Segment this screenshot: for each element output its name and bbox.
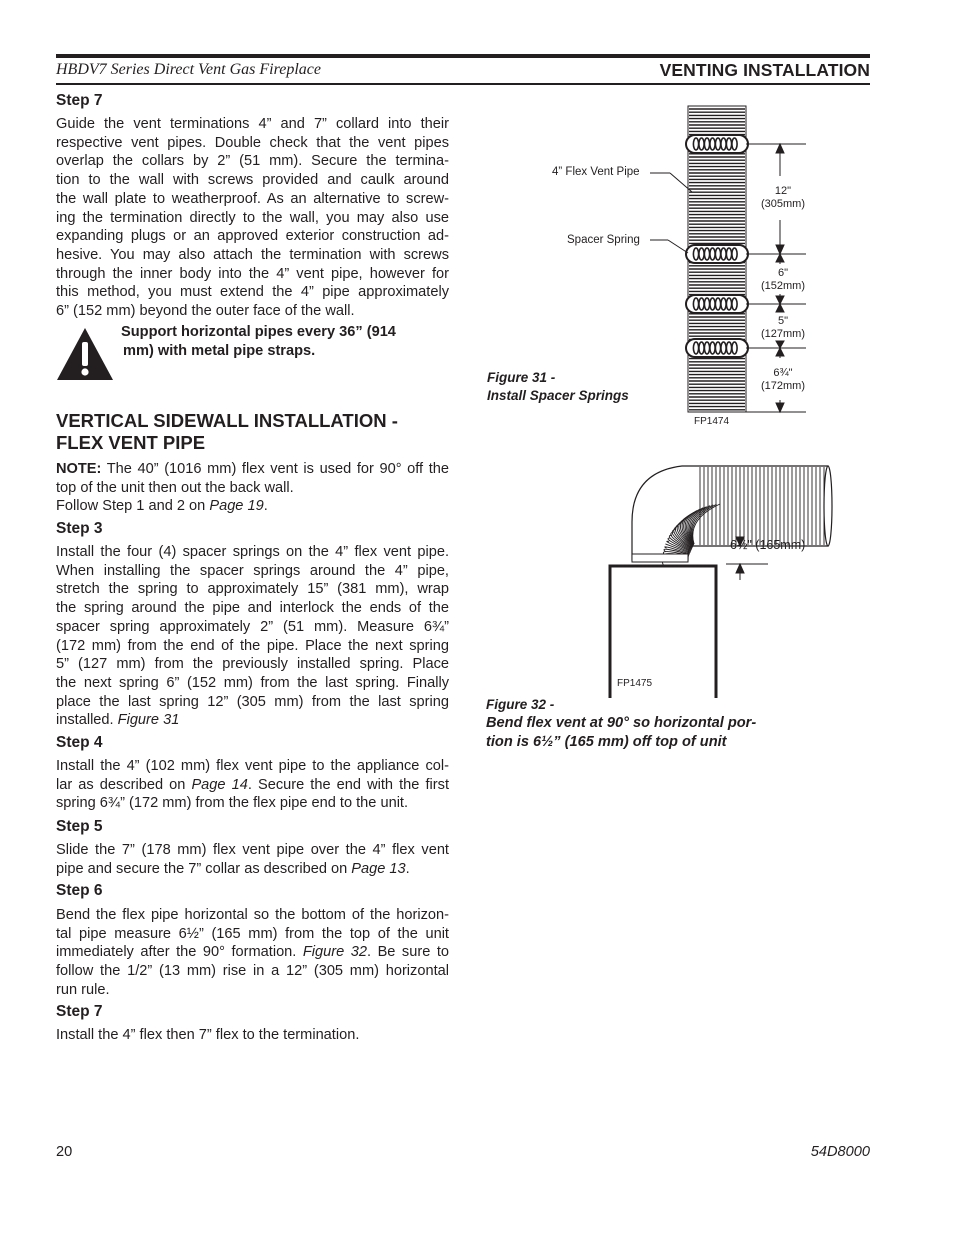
leader-line bbox=[668, 240, 688, 253]
page-number: 20 bbox=[56, 1144, 73, 1160]
step7a-line: hesive. You may also attach the termination with screws bbox=[56, 246, 449, 263]
step6-line bbox=[56, 943, 449, 962]
page-reference: Page 13 bbox=[351, 860, 406, 877]
page-reference: Page 14 bbox=[191, 776, 248, 793]
step7a-line: the wall plate to weatherproof. As an alternative to screw- bbox=[56, 190, 449, 207]
step4-line: Install the 4” (102 mm) flex vent pipe to the appliance col- bbox=[56, 758, 449, 774]
step5-text: pipe and secure the 7” collar as described on bbox=[56, 860, 352, 877]
figure31-caption-line: Install Spacer Springs bbox=[487, 387, 629, 403]
dim-mm: (305mm) bbox=[760, 198, 805, 210]
header-rule-top bbox=[56, 54, 870, 58]
step3-line: spacer spring approximately 2” (51 mm). Measure 6¾” bbox=[56, 618, 449, 635]
step7b-line: Install the 4” flex then 7” flex to the termination. bbox=[56, 1027, 360, 1043]
note-follow-text: Follow Step 1 and 2 on bbox=[56, 498, 210, 515]
step3-line: (172 mm) from the end of the pipe. Place the next spring bbox=[56, 637, 449, 654]
step6-line: tal pipe measure 6½” (165 mm) from the top of the unit bbox=[56, 925, 449, 942]
note-line bbox=[56, 460, 449, 479]
label-spacer-spring: Spacer Spring bbox=[567, 234, 640, 246]
figure32-dim: 6½" (165mm) bbox=[730, 538, 806, 552]
dim-12in bbox=[755, 185, 811, 211]
step7a-line: overlap the collars by 2” (51 mm). Secure the termina- bbox=[56, 153, 449, 170]
document-number: 54D8000 bbox=[810, 1144, 870, 1160]
step5-body bbox=[56, 841, 449, 878]
step4-text: . Secure the end with the first bbox=[247, 776, 449, 793]
note-follow-end: . bbox=[263, 498, 268, 515]
section-title-line: FLEX VENT PIPE bbox=[56, 432, 206, 453]
step7a-line: ing the termination directly to the wall, you may also use bbox=[56, 209, 449, 226]
step7a-line: tion to the wall with screws provided and caulk around bbox=[56, 172, 449, 189]
warning-line: Support horizontal pipes every 36” (914 bbox=[121, 324, 396, 340]
spacer-spring bbox=[686, 295, 748, 313]
dim-mm: (172mm) bbox=[760, 380, 805, 392]
step7b-body bbox=[56, 1026, 449, 1045]
step5-line bbox=[56, 860, 449, 879]
step7a-line: expanding plugs or an approved exterior construction ad- bbox=[56, 228, 449, 245]
step3-line: When installing the spacer springs around the 4” pipe, bbox=[56, 562, 449, 579]
figure32-diagram bbox=[600, 460, 840, 700]
dim-mm: (152mm) bbox=[760, 280, 805, 292]
note-line: top of the unit then out the back wall. bbox=[56, 479, 294, 496]
step6-line: follow the 1/2” (13 mm) rise in a 12” (305 mm) horizontal bbox=[56, 963, 449, 980]
dim-5in bbox=[755, 315, 811, 341]
dim-inches: 5" bbox=[777, 315, 789, 327]
step7a-body bbox=[56, 115, 449, 321]
dim-inches: 6" bbox=[777, 267, 789, 279]
header-section: VENTING INSTALLATION bbox=[659, 60, 870, 80]
step5-heading: Step 5 bbox=[56, 818, 103, 835]
step7a-line: Guide the vent terminations 4” and 7” collard into their bbox=[56, 116, 449, 132]
note-body bbox=[56, 460, 449, 516]
step3-body bbox=[56, 543, 449, 730]
spacer-spring bbox=[686, 135, 748, 153]
step6-line: run rule. bbox=[56, 981, 110, 998]
step3-line bbox=[56, 711, 449, 730]
step4-text: lar as described on bbox=[56, 776, 192, 793]
step5-text: . bbox=[405, 860, 410, 877]
section-title bbox=[56, 410, 398, 454]
spacer-spring bbox=[686, 245, 748, 263]
note-label: NOTE: bbox=[56, 461, 102, 477]
step6-body bbox=[56, 906, 449, 1000]
step4-heading: Step 4 bbox=[56, 734, 103, 751]
step6-text: immediately after the 90° formation. bbox=[56, 944, 303, 961]
step4-line bbox=[56, 776, 449, 795]
step3-line: place the last spring 12” (305 mm) from the last spring bbox=[56, 693, 449, 710]
figure31-code: FP1474 bbox=[694, 416, 730, 427]
label-flex-vent-pipe: 4” Flex Vent Pipe bbox=[552, 166, 640, 178]
dim-inches: 12" bbox=[774, 185, 792, 197]
step6-heading: Step 6 bbox=[56, 882, 103, 899]
figure32-caption-line: Bend flex vent at 90° so horizontal por- bbox=[486, 714, 757, 731]
step3-line: the next spring 6” (152 mm) from the last spring. Finally bbox=[56, 674, 449, 691]
step3-line: 5” (127 mm) from the previously installed spring. Place bbox=[56, 656, 449, 673]
step7a-line: 6” (152 mm) beyond the outer face of the wall. bbox=[56, 303, 355, 320]
warning-line: mm) with metal pipe straps. bbox=[123, 343, 316, 359]
step6-text: . Be sure to bbox=[367, 944, 450, 961]
step7a-line: this method, you must extend the 4” pipe approximately bbox=[56, 284, 449, 301]
header-title: HBDV7 Series Direct Vent Gas Fireplace bbox=[56, 61, 321, 78]
figure32-caption bbox=[486, 696, 756, 752]
dim-inches: 6¾" bbox=[773, 367, 793, 379]
note-follow bbox=[56, 497, 449, 516]
step4-body bbox=[56, 757, 449, 813]
step3-last-text: installed. bbox=[56, 712, 118, 729]
figure-reference: Figure 32 bbox=[302, 944, 367, 961]
warning-text bbox=[121, 323, 451, 361]
dim-6in bbox=[755, 267, 811, 293]
figure31-caption bbox=[487, 369, 629, 404]
step5-line: Slide the 7” (178 mm) flex vent pipe over the 4” flex vent bbox=[56, 842, 449, 858]
warning-icon bbox=[55, 326, 115, 382]
figure32-caption-line: tion is 6½” (165 mm) off top of unit bbox=[486, 733, 727, 750]
spacer-spring bbox=[686, 339, 748, 357]
section-title-line: VERTICAL SIDEWALL INSTALLATION - bbox=[56, 410, 398, 431]
figure31-caption-line: Figure 31 - bbox=[487, 370, 556, 385]
dim-6-75in bbox=[755, 367, 811, 393]
step7a-heading: Step 7 bbox=[56, 92, 103, 109]
step7a-line: respective vent pipes. Double check that the vent pipes bbox=[56, 134, 449, 151]
page-reference: Page 19 bbox=[209, 498, 264, 515]
step7a-line: through the inner body into the 4” vent pipe, however for bbox=[56, 265, 449, 282]
figure32-code: FP1475 bbox=[617, 678, 653, 689]
figure32-caption-line: Figure 32 - bbox=[486, 697, 555, 712]
step7b-heading: Step 7 bbox=[56, 1003, 103, 1020]
header-rule-bottom bbox=[56, 83, 870, 85]
step3-line: stretch the spring to approximately 15” (381 mm), wrap bbox=[56, 581, 449, 598]
step3-line: the spring around the pipe and interlock the ends of the bbox=[56, 600, 449, 617]
step3-heading: Step 3 bbox=[56, 520, 103, 537]
step3-line: Install the four (4) spacer springs on the 4” flex vent pipe. bbox=[56, 544, 449, 560]
dim-mm: (127mm) bbox=[760, 328, 805, 340]
note-text: The 40” (1016 mm) flex vent is used for 90° off the bbox=[101, 461, 449, 477]
figure-reference: Figure 31 bbox=[117, 712, 180, 729]
step4-line: spring 6¾” (172 mm) from the flex pipe end to the unit. bbox=[56, 795, 409, 812]
step6-line: Bend the flex pipe horizontal so the bottom of the horizon- bbox=[56, 907, 449, 923]
